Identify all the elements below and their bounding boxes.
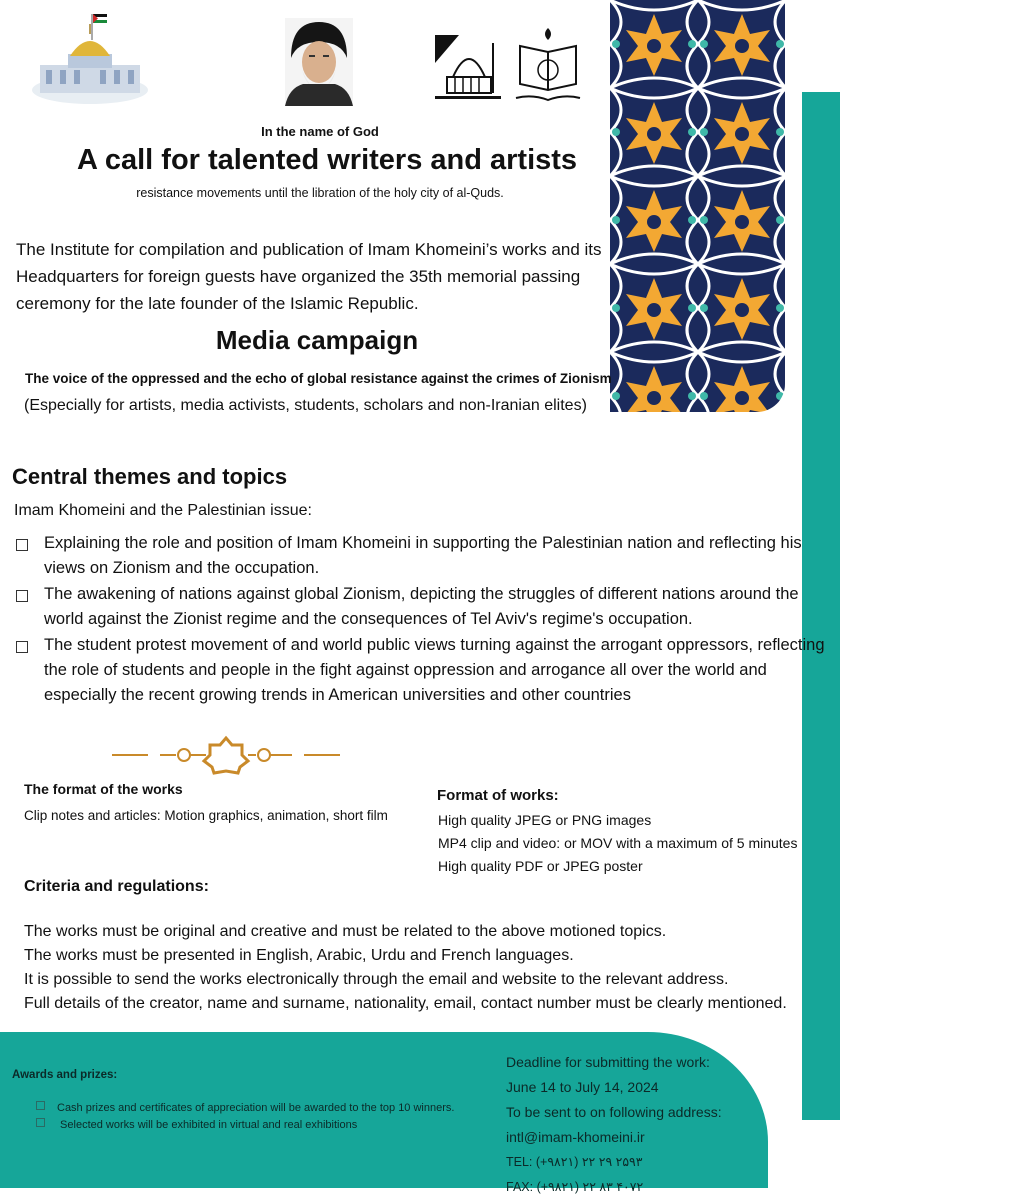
checkbox-icon [36,1101,45,1110]
contact-block [506,1050,722,1200]
page-title: A call for talented writers and artists [76,144,578,176]
award-item [36,1117,454,1134]
teal-side-bar [802,92,840,1120]
checkbox-icon [36,1118,45,1127]
shrine-logo [433,33,503,105]
theme-line: The student protest movement of and world public views turning against the arrogant oppressors, reflecting [44,636,825,654]
contact-tel: TEL: (+۹۸۲۱) ۲۲ ۲۹ ۲۵۹۳ [506,1155,643,1169]
portrait-image [285,18,353,106]
checkbox-icon [16,641,28,653]
theme-line: world against the Zionist regime and the consequences of Tel Aviv's regime's occupation. [44,610,693,628]
bismillah: In the name of God [261,124,379,139]
theme-line: especially the recent growing trends in American universities and other countries [44,686,631,704]
checkbox-icon [16,539,28,551]
dome-of-the-rock-image [30,10,150,105]
intro-line: Headquarters for foreign guests have organized the 35th memorial passing [16,267,581,286]
contact-email[interactable]: intl@imam-khomeini.ir [506,1129,645,1145]
contact-fax: FAX: (+۹۸۲۱) ۲۲ ۸۳ ۴۰۷۲ [506,1180,644,1194]
campaign-audience: (Especially for artists, media activists, students, scholars and non-Iranian elites) [24,397,587,414]
theme-line: the role of students and people in the fight against oppression and arrogance all over the world and [44,661,767,679]
theme-item [14,582,804,634]
awards-list [36,1100,454,1134]
format-right-list [438,809,797,878]
intro-line: The Institute for compilation and publication of Imam Khomeini’s works and its [16,240,602,259]
subtitle: resistance movements until the libration of the holy city of al-Quds. [136,186,504,200]
ornament-divider [108,735,344,775]
checkbox-icon [16,590,28,602]
award-text: Selected works will be exhibited in virtual and real exhibitions [57,1119,358,1131]
criteria-item: It is possible to send the works electronically through the email and website to the relevant address. [24,971,729,988]
theme-item [14,531,804,583]
theme-line: The awakening of nations against global Zionism, depicting the struggles of different nations around the [44,585,799,603]
award-item [36,1100,454,1117]
institute-book-logo [512,24,584,108]
format-left-title: The format of the works [24,781,183,797]
format-item: High quality JPEG or PNG images [438,812,652,828]
format-left-text: Clip notes and articles: Motion graphics, animation, short film [24,808,388,823]
format-item: High quality PDF or JPEG poster [438,858,643,874]
decorative-pattern [610,0,785,412]
theme-line: Explaining the role and position of Imam Khomeini in supporting the Palestinian nation and reflecting his [44,534,802,552]
format-right-title: Format of works: [437,787,559,804]
criteria-title: Criteria and regulations: [24,878,209,895]
format-item: MP4 clip and video: or MOV with a maximum of 5 minutes [438,835,798,851]
deadline-dates: June 14 to July 14, 2024 [506,1079,659,1095]
themes-heading: Central themes and topics [12,464,288,489]
intro-paragraph [16,236,602,317]
campaign-tagline: The voice of the oppressed and the echo of global resistance against the crimes of Zionism [25,371,612,386]
criteria-item: Full details of the creator, name and surname, nationality, email, contact number must be clearly mentioned. [24,995,787,1012]
send-label: To be sent to on following address: [506,1104,722,1120]
award-text: Cash prizes and certificates of appreciation will be awarded to the top 10 winners. [57,1102,455,1114]
criteria-item: The works must be original and creative and must be related to the above motioned topics. [24,923,667,940]
awards-title: Awards and prizes: [12,1069,118,1081]
theme-line: views on Zionism and the occupation. [44,559,320,577]
criteria-item: The works must be presented in English, Arabic, Urdu and French languages. [24,947,574,964]
themes-intro: Imam Khomeini and the Palestinian issue: [14,502,312,519]
intro-line: ceremony for the late founder of the Islamic Republic. [16,294,419,313]
criteria-list [24,920,787,1016]
theme-item [14,633,825,711]
deadline-label: Deadline for submitting the work: [506,1054,710,1070]
campaign-title: Media campaign [215,325,419,355]
